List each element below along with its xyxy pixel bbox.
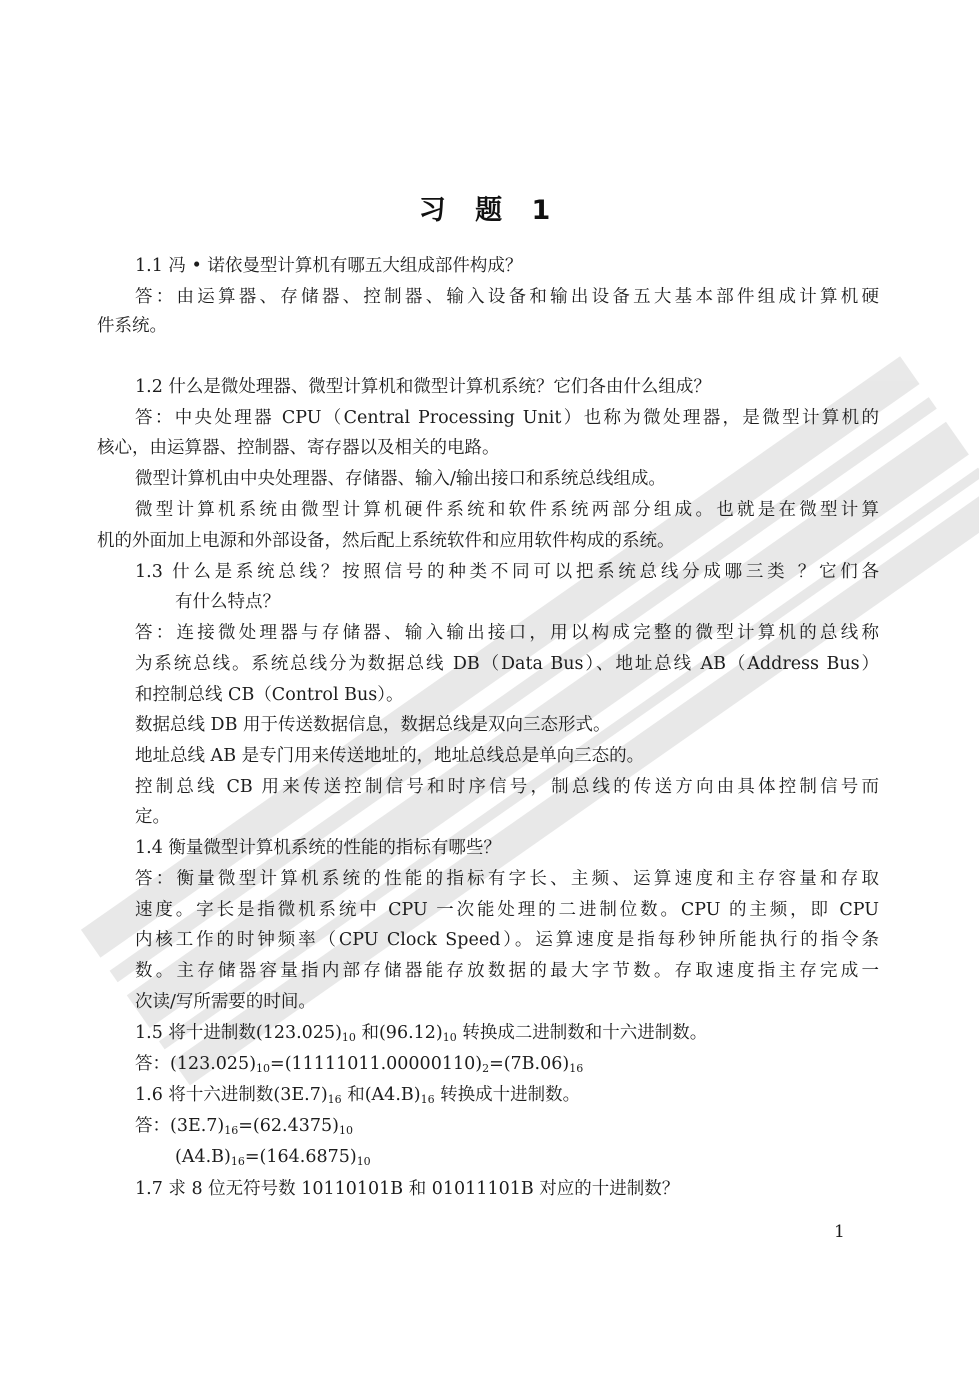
- answer-1-6-line1: 答：$(3E.7)_{16}=(62.4375)_{10}$: [135, 1116, 353, 1137]
- answer-1-2-para2: 微型计算机由中央处理器、存储器、输入/输出接口和系统总线组成。: [135, 469, 666, 489]
- answer-1-1-line1: 答：由运算器、存储器、控制器、输入设备和输出设备五大基本部件组成计算机硬: [135, 287, 879, 307]
- question-1-6: 1.6 将十六进制数$(3E.7)_{16}$ 和$(A4.B)_{16}$ 转换成十进制数。: [135, 1085, 581, 1106]
- answer-1-4-line3: 内核工作的时钟频率（CPU Clock Speed）。运算速度是指每秒钟所能执行的指令条: [135, 930, 879, 950]
- answer-1-3-ab: 地址总线 AB 是专门用来传送地址的，地址总线总是单向三态的。: [135, 746, 645, 766]
- answer-1-3-cb-line2: 定。: [135, 807, 170, 827]
- question-1-1: 1.1 冯 • 诺依曼型计算机有哪五大组成部件构成？: [135, 256, 523, 276]
- question-1-7: 1.7 求 8 位无符号数 10110101B 和 01011101B 对应的十进制数？: [135, 1179, 680, 1199]
- answer-1-3-line3: 和控制总线 CB（Control Bus）。: [135, 685, 404, 705]
- answer-1-2-line1: 答：中央处理器 CPU（Central Processing Unit）也称为微处理器，是微型计算机的: [135, 408, 879, 428]
- answer-1-3-line1: 答：连接微处理器与存储器、输入输出接口，用以构成完整的微型计算机的总线称: [135, 623, 879, 643]
- answer-1-4-line1: 答：衡量微型计算机系统的性能的指标有字长、主频、运算速度和主存容量和存取: [135, 869, 879, 889]
- answer-1-2-para3-line2: 机的外面加上电源和外部设备，然后配上系统软件和应用软件构成的系统。: [97, 531, 675, 551]
- answer-1-3-cb-line1: 控制总线 CB 用来传送控制信号和时序信号，制总线的传送方向由具体控制信号而: [135, 777, 879, 797]
- answer-1-3-line2: 为系统总线。系统总线分为数据总线 DB（Data Bus）、地址总线 AB（Address Bus）: [135, 654, 879, 674]
- page-title: 习 题 1: [418, 195, 561, 226]
- answer-1-1-line2: 件系统。: [97, 316, 167, 336]
- question-1-5: 1.5 将十进制数$(123.025)_{10}$ 和$(96.12)_{10}$ 转换成二进制数和十六进制数。: [135, 1023, 708, 1044]
- question-1-3-line2: 有什么特点？: [175, 592, 280, 612]
- answer-1-2-para3-line1: 微型计算机系统由微型计算机硬件系统和软件系统两部分组成。也就是在微型计算: [135, 500, 879, 520]
- answer-1-4-line5: 次读/写所需要的时间。: [135, 992, 316, 1012]
- question-1-4: 1.4 衡量微型计算机系统的性能的指标有哪些？: [135, 838, 501, 858]
- answer-1-4-line4: 数。主存储器容量指内部存储器能存放数据的最大字节数。存取速度指主存完成一: [135, 961, 879, 981]
- answer-1-5: 答：$(123.025)_{10}=(11111011.00000110)_2=(7B.06)_{16}$: [135, 1054, 584, 1075]
- question-1-2: 1.2 什么是微处理器、微型计算机和微型计算机系统？它们各由什么组成？: [135, 377, 711, 397]
- answer-1-6-line2: $(A4.B)_{16}=(164.6875)_{10}$: [175, 1147, 371, 1168]
- question-1-3-line1: 1.3 什么是系统总线？按照信号的种类不同可以把系统总线分成哪三类 ？它们各: [135, 562, 879, 582]
- page-number: 1: [834, 1222, 845, 1242]
- answer-1-3-db: 数据总线 DB 用于传送数据信息，数据总线是双向三态形式。: [135, 715, 611, 735]
- answer-1-2-line2: 核心，由运算器、控制器、寄存器以及相关的电路。: [97, 438, 500, 458]
- answer-1-4-line2: 速度。字长是指微机系统中 CPU 一次能处理的二进制位数。CPU 的主频，即 CPU: [135, 900, 879, 920]
